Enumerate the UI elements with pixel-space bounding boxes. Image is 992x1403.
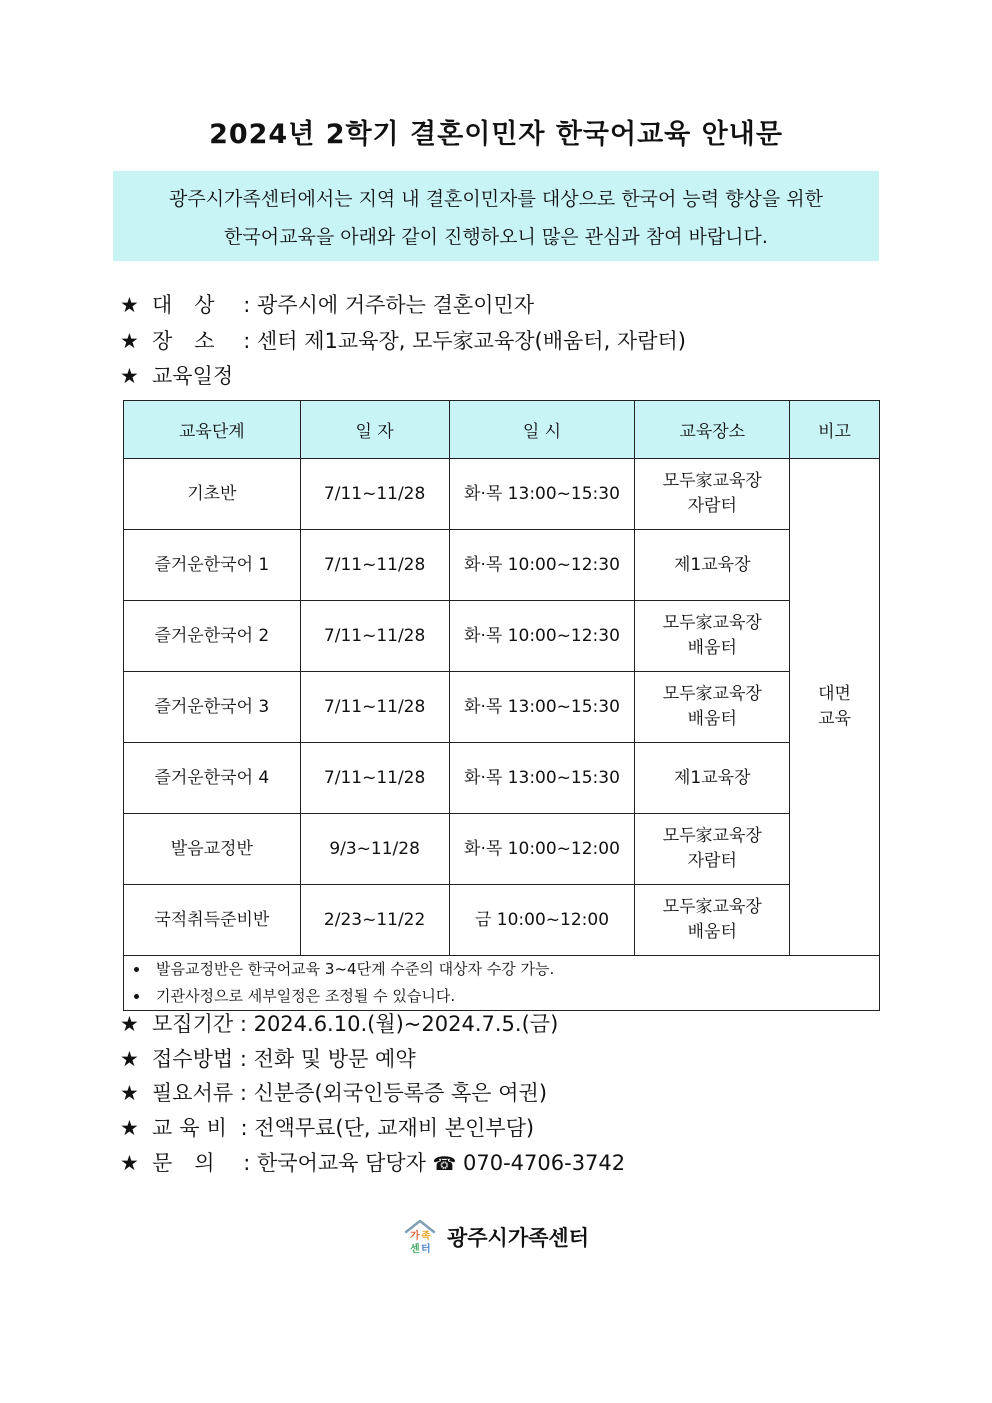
note-item: • 발음교정반은 한국어교육 3~4단계 수준의 대상자 수강 가능.	[150, 956, 879, 983]
place-line-2: 자람터	[687, 851, 737, 871]
cell-time: 화·목 10:00~12:30	[449, 530, 635, 601]
target-value: : 광주시에 거주하는 결혼이민자	[236, 293, 535, 317]
logo-char: 족	[420, 1231, 431, 1242]
table-row	[124, 672, 880, 743]
intro-line-2: 한국어교육을 아래와 같이 진행하오니 많은 관심과 참여 바랍니다.	[224, 226, 768, 248]
place-line-2: 배움터	[687, 922, 737, 942]
table-notes	[124, 956, 880, 1011]
cell-place	[635, 530, 790, 601]
docs-value: : 신분증(외국인등록증 혹은 여권)	[233, 1081, 548, 1105]
cell-place	[635, 743, 790, 814]
org-name: 광주시가족센터	[446, 1226, 589, 1250]
cell-date: 7/11~11/28	[300, 601, 449, 672]
cell-date: 7/11~11/28	[300, 459, 449, 530]
table-row	[124, 885, 880, 956]
place-label: 장소	[152, 329, 237, 353]
cell-time: 화·목 13:00~15:30	[449, 459, 635, 530]
place-line-2: 배움터	[687, 638, 737, 658]
star-icon: ★	[120, 1116, 139, 1140]
remark-line-2: 교육	[818, 709, 851, 729]
info-contact	[120, 1147, 625, 1177]
star-icon: ★	[120, 329, 139, 353]
place-value: : 센터 제1교육장, 모두家교육장(배움터, 자람터)	[236, 329, 686, 353]
table-row	[124, 601, 880, 672]
intro-line-1: 광주시가족센터에서는 지역 내 결혼이민자를 대상으로 한국어 능력 향상을 위한	[168, 188, 823, 210]
cell-place	[635, 672, 790, 743]
table-header-row	[124, 401, 880, 459]
place-line-2: 자람터	[687, 496, 737, 516]
cell-place	[635, 814, 790, 885]
intro-box	[113, 171, 879, 261]
star-icon: ★	[120, 1151, 139, 1175]
star-icon: ★	[120, 1047, 139, 1071]
logo-char: 센	[409, 1244, 420, 1255]
fee-value: : 전액무료(단, 교재비 본인부담)	[233, 1116, 535, 1140]
place-line-1: 모두家교육장	[662, 897, 762, 917]
target-label: 대상	[152, 293, 237, 317]
cell-stage: 즐거운한국어 4	[124, 743, 301, 814]
note-item: • 기관사정으로 세부일정은 조정될 수 있습니다.	[150, 983, 879, 1010]
docs-label: 필요서류	[152, 1081, 234, 1105]
cell-place	[635, 601, 790, 672]
phone-icon: ☎	[432, 1153, 457, 1175]
cell-stage: 즐거운한국어 2	[124, 601, 301, 672]
contact-phone: 070-4706-3742	[463, 1151, 626, 1175]
cell-date: 7/11~11/28	[300, 530, 449, 601]
method-value: : 전화 및 방문 예약	[233, 1047, 416, 1071]
fee-label: 교육비	[152, 1116, 234, 1140]
cell-time: 화·목 10:00~12:00	[449, 814, 635, 885]
info-method	[120, 1043, 416, 1073]
star-icon: ★	[120, 1081, 139, 1105]
cell-date: 7/11~11/28	[300, 672, 449, 743]
info-period	[120, 1008, 558, 1038]
place-line-1: 제1교육장	[674, 554, 751, 575]
contact-value: : 한국어교육 담당자	[236, 1151, 426, 1175]
place-line-1: 모두家교육장	[662, 826, 762, 846]
remark-line-1: 대면	[818, 684, 851, 704]
cell-place	[635, 885, 790, 956]
table-row	[124, 814, 880, 885]
contact-label: 문의	[152, 1151, 237, 1175]
cell-date: 9/3~11/28	[300, 814, 449, 885]
info-schedule	[120, 360, 233, 390]
table-row	[124, 530, 880, 601]
cell-time: 화·목 10:00~12:30	[449, 601, 635, 672]
info-place	[120, 325, 686, 355]
logo-char: 가	[409, 1231, 420, 1242]
table-row	[124, 459, 880, 530]
header-date: 일 자	[300, 401, 449, 459]
house-logo-icon	[403, 1218, 437, 1256]
cell-place	[635, 459, 790, 530]
place-line-1: 제1교육장	[674, 767, 751, 788]
schedule-label: 교육일정	[152, 364, 234, 388]
place-line-1: 모두家교육장	[662, 613, 762, 633]
header-place: 교육장소	[635, 401, 790, 459]
info-docs	[120, 1077, 547, 1107]
cell-stage: 즐거운한국어 1	[124, 530, 301, 601]
cell-date: 7/11~11/28	[300, 743, 449, 814]
info-target	[120, 289, 534, 319]
page-title: 2024년 2학기 결혼이민자 한국어교육 안내문	[209, 119, 783, 150]
table-row	[124, 743, 880, 814]
cell-stage: 기초반	[124, 459, 301, 530]
header-stage: 교육단계	[124, 401, 301, 459]
info-fee	[120, 1112, 534, 1142]
period-label: 모집기간	[152, 1012, 234, 1036]
cell-stage: 국적취득준비반	[124, 885, 301, 956]
place-line-1: 모두家교육장	[662, 684, 762, 704]
star-icon: ★	[120, 1012, 139, 1036]
cell-remark	[790, 459, 880, 956]
logo-char: 터	[420, 1244, 431, 1255]
method-label: 접수방법	[152, 1047, 234, 1071]
period-value: : 2024.6.10.(월)~2024.7.5.(금)	[233, 1012, 559, 1036]
header-remark: 비고	[790, 401, 880, 459]
cell-date: 2/23~11/22	[300, 885, 449, 956]
cell-time: 화·목 13:00~15:30	[449, 672, 635, 743]
header-time: 일 시	[449, 401, 635, 459]
cell-time: 금 10:00~12:00	[449, 885, 635, 956]
place-line-1: 모두家교육장	[662, 471, 762, 491]
schedule-table	[123, 400, 880, 1011]
place-line-2: 배움터	[687, 709, 737, 729]
star-icon: ★	[120, 293, 139, 317]
footer	[0, 1218, 992, 1260]
cell-stage: 발음교정반	[124, 814, 301, 885]
table-notes-row	[124, 956, 880, 1011]
cell-time: 화·목 13:00~15:30	[449, 743, 635, 814]
cell-stage: 즐거운한국어 3	[124, 672, 301, 743]
star-icon: ★	[120, 364, 139, 388]
